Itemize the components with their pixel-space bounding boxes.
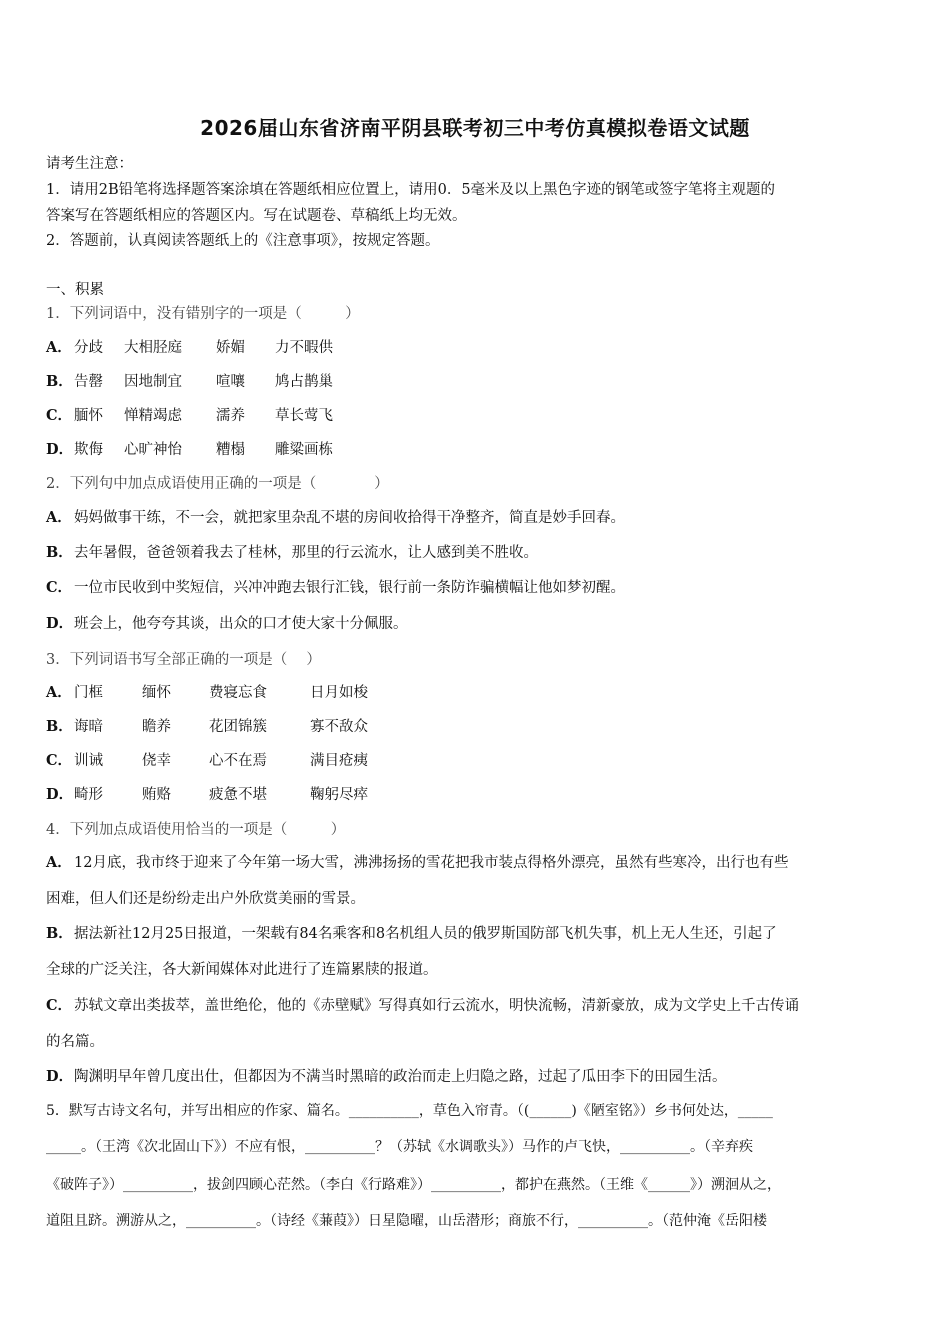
option-word: 力不暇供	[275, 340, 333, 356]
option-word: 草长莺飞	[275, 408, 333, 424]
q2-option-c	[46, 576, 625, 597]
q2-option-b	[46, 541, 538, 562]
option-word: 鞠躬尽瘁	[310, 787, 368, 803]
option-word: 大相胫庭	[124, 340, 182, 356]
option-word: 告罄	[74, 374, 103, 390]
option-word: 心旷神怡	[124, 442, 182, 458]
notice-line-2: 答案写在答题纸相应的答题区内。写在试题卷、草稿纸上均无效。	[46, 208, 467, 224]
option-word: 贿赂	[142, 787, 171, 803]
q4-option-c	[46, 994, 799, 1015]
option-word: 门框	[74, 685, 103, 701]
option-word: 腼怀	[74, 408, 103, 424]
option-text: 苏轼文章出类拔萃，盖世绝伦，他的《赤壁赋》写得真如行云流水，明快流畅，清新豪放，成为文学史上千古传诵	[74, 998, 799, 1014]
q1-option-d	[46, 438, 333, 459]
question-4-stem: 4．下列加点成语使用恰当的一项是（ ）	[46, 822, 346, 838]
option-letter: C．	[46, 752, 73, 769]
option-letter: A．	[46, 509, 72, 526]
option-letter: D．	[46, 1068, 74, 1085]
option-word: 濡养	[216, 408, 245, 424]
question-2-stem: 2．下列句中加点成语使用正确的一项是（ ）	[46, 476, 389, 492]
notice-heading: 请考生注意：	[46, 156, 133, 172]
option-word: 心不在焉	[209, 753, 267, 769]
question-1-stem: 1．下列词语中，没有错别字的一项是（ ）	[46, 306, 360, 322]
q4-option-c-cont: 的名篇。	[46, 1034, 104, 1050]
option-word: 因地制宜	[124, 374, 182, 390]
option-letter: A．	[46, 339, 72, 356]
option-word: 诲暗	[74, 719, 103, 735]
option-text: 12月底，我市终于迎来了今年第一场大雪，沸沸扬扬的雪花把我市装点得格外漂亮，虽然有些寒冷，出行也有些	[74, 855, 789, 871]
option-letter: B．	[46, 373, 73, 390]
option-letter: B．	[46, 718, 73, 735]
q2-option-d	[46, 612, 408, 633]
option-text: 妈妈做事干练，不一会，就把家里杂乱不堪的房间收拾得干净整齐，简直是妙手回春。	[74, 510, 625, 526]
q1-option-b	[46, 370, 333, 391]
option-word: 瞻养	[142, 719, 171, 735]
option-letter: C．	[46, 407, 73, 424]
option-letter: D．	[46, 786, 74, 803]
q4-option-d	[46, 1065, 727, 1086]
q3-option-c	[46, 749, 368, 770]
q4-option-b-cont: 全球的广泛关注，各大新闻媒体对此进行了连篇累牍的报道。	[46, 962, 438, 978]
option-text: 据法新社12月25日报道，一架载有84名乘客和8名机组人员的俄罗斯国防部飞机失事，机上无人生还，引起了	[74, 926, 777, 942]
question-5-line-2: _____。（王湾《次北固山下》）不应有恨，__________？（苏轼《水调歌头》）马作的卢飞快，__________。（辛弃疾	[46, 1139, 753, 1155]
option-text: 陶渊明早年曾几度出仕，但都因为不满当时黑暗的政治而走上归隐之路，过起了瓜田李下的田园生活。	[74, 1069, 727, 1085]
q3-option-a	[46, 681, 368, 702]
question-5-line-3: 《破阵子》）__________，拔剑四顾心茫然。（李白《行路难》）__________，都护在燕然。（王维《______》）溯洄从之，	[46, 1177, 781, 1193]
option-letter: A．	[46, 684, 72, 701]
q1-option-a	[46, 336, 333, 357]
option-word: 惮精竭虑	[124, 408, 182, 424]
option-word: 欺侮	[74, 442, 103, 458]
notice-line-3: 2．答题前，认真阅读答题纸上的《注意事项》，按规定答题。	[46, 233, 440, 249]
question-3-stem: 3．下列词语书写全部正确的一项是（ ）	[46, 652, 321, 668]
option-letter: C．	[46, 997, 73, 1014]
option-text: 一位市民收到中奖短信，兴冲冲跑去银行汇钱，银行前一条防诈骗横幅让他如梦初醒。	[74, 580, 625, 596]
option-word: 分歧	[74, 340, 103, 356]
option-letter: A．	[46, 854, 72, 871]
option-word: 雕粱画栋	[275, 442, 333, 458]
option-word: 糟榻	[216, 442, 245, 458]
question-5-line-4: 道阻且跻。溯游从之，__________。（诗经《蒹葭》）日星隐曜，山岳潜形；商旅不行，__________。（范仲淹《岳阳楼	[46, 1213, 767, 1229]
option-word: 费寝忘食	[209, 685, 267, 701]
option-word: 花团锦簇	[209, 719, 267, 735]
option-word: 侥幸	[142, 753, 171, 769]
q3-option-d	[46, 783, 368, 804]
option-word: 满目疮痍	[310, 753, 368, 769]
option-word: 畸形	[74, 787, 103, 803]
option-word: 喧嚷	[216, 374, 245, 390]
option-text: 班会上，他夸夸其谈，出众的口才使大家十分佩服。	[74, 616, 408, 632]
option-letter: B．	[46, 544, 73, 561]
option-word: 日月如梭	[310, 685, 368, 701]
option-letter: D．	[46, 441, 74, 458]
option-word: 娇媚	[216, 340, 245, 356]
option-word: 寡不敌众	[310, 719, 368, 735]
option-word: 鸠占鹊巢	[275, 374, 333, 390]
q1-option-c	[46, 404, 333, 425]
option-letter: C．	[46, 579, 73, 596]
section-heading: 一、积累	[46, 282, 104, 298]
option-letter: D．	[46, 615, 74, 632]
q4-option-a	[46, 851, 788, 872]
option-text: 去年暑假，爸爸领着我去了桂林，那里的行云流水，让人感到美不胜收。	[74, 545, 538, 561]
option-word: 缅怀	[142, 685, 171, 701]
q4-option-a-cont: 困难，但人们还是纷纷走出户外欣赏美丽的雪景。	[46, 891, 365, 907]
q4-option-b	[46, 922, 777, 943]
question-5-line-1: 5．默写古诗文名句，并写出相应的作家、篇名。__________，草色入帘青。（(______)《陋室铭》）乡书何处达，_____	[46, 1103, 773, 1119]
q3-option-b	[46, 715, 368, 736]
page-title: 2026届山东省济南平阴县联考初三中考仿真模拟卷语文试题	[200, 116, 750, 140]
option-letter: B．	[46, 925, 73, 942]
option-word: 疲惫不堪	[209, 787, 267, 803]
q2-option-a	[46, 506, 625, 527]
notice-line-1: 1．请用2B铅笔将选择题答案涂填在答题纸相应位置上，请用0．5毫米及以上黑色字迹的钢笔或签字笔将主观题的	[46, 182, 776, 198]
option-word: 训诫	[74, 753, 103, 769]
